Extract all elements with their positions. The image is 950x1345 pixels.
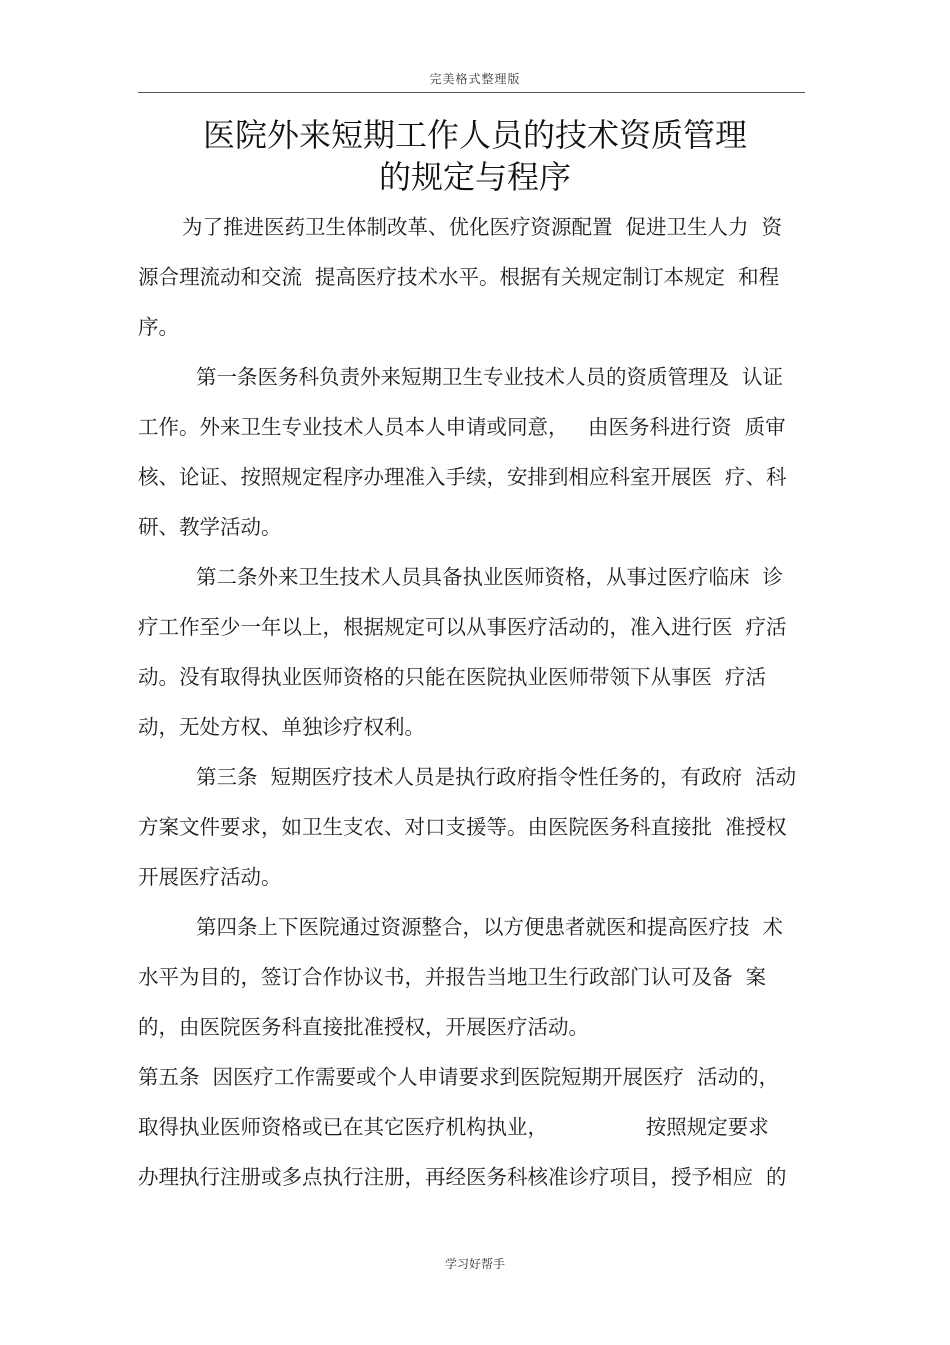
article-5-line-1: 第五条 因医疗工作需要或个人申请要求到医院短期开展医疗 活动的， xyxy=(138,1065,780,1089)
intro-line-1: 为了推进医药卫生体制改革、优化医疗资源配置 促进卫生人力 资 xyxy=(182,215,783,239)
article-1-line-1: 第一条医务科负责外来短期卫生专业技术人员的资质管理及 认证 xyxy=(196,365,784,389)
article-5-line-2: 取得执业医师资格或已在其它医疗机构执业， 按照规定要求 xyxy=(138,1115,769,1139)
page-header: 完美格式整理版 xyxy=(429,72,521,86)
article-1-line-2: 工作。外来卫生专业技术人员本人申请或同意， 由医务科进行资 质审 xyxy=(138,415,786,439)
article-4-line-3: 的，由医院医务科直接批准授权，开展医疗活动。 xyxy=(138,1015,589,1039)
article-2-line-3: 动。没有取得执业医师资格的只能在医院执业医师带领下从事医 疗活 xyxy=(138,665,767,689)
article-1-line-4: 研、教学活动。 xyxy=(138,515,282,539)
article-3-line-3: 开展医疗活动。 xyxy=(138,865,282,889)
header-divider xyxy=(138,92,805,93)
article-2-line-2: 疗工作至少一年以上，根据规定可以从事医疗活动的，准入进行医 疗活 xyxy=(138,615,787,639)
article-3-line-1: 第三条 短期医疗技术人员是执行政府指令性任务的，有政府 活动 xyxy=(196,765,797,789)
article-2-line-1: 第二条外来卫生技术人员具备执业医师资格，从事过医疗临床 诊 xyxy=(196,565,784,589)
article-2-line-4: 动，无处方权、单独诊疗权利。 xyxy=(138,715,425,739)
article-5-line-3: 办理执行注册或多点执行注册，再经医务科核准诊疗项目，授予相应 的 xyxy=(138,1165,787,1189)
article-4-line-1: 第四条上下医院通过资源整合，以方便患者就医和提高医疗技 术 xyxy=(196,915,784,939)
page-footer: 学习好帮手 xyxy=(444,1257,505,1271)
document-title-line-2: 的规定与程序 xyxy=(378,158,571,196)
article-1-line-3: 核、论证、按照规定程序办理准入手续，安排到相应科室开展医 疗、科 xyxy=(138,465,787,489)
intro-line-2: 源合理流动和交流 提高医疗技术水平。根据有关规定制订本规定 和程 xyxy=(138,265,780,289)
document-title-line-1: 医院外来短期工作人员的技术资质管理 xyxy=(202,116,747,154)
intro-line-3: 序。 xyxy=(138,315,179,339)
article-3-line-2: 方案文件要求，如卫生支农、对口支援等。由医院医务科直接批 准授权 xyxy=(138,815,787,839)
article-4-line-2: 水平为目的，签订合作协议书，并报告当地卫生行政部门认可及备 案 xyxy=(138,965,767,989)
